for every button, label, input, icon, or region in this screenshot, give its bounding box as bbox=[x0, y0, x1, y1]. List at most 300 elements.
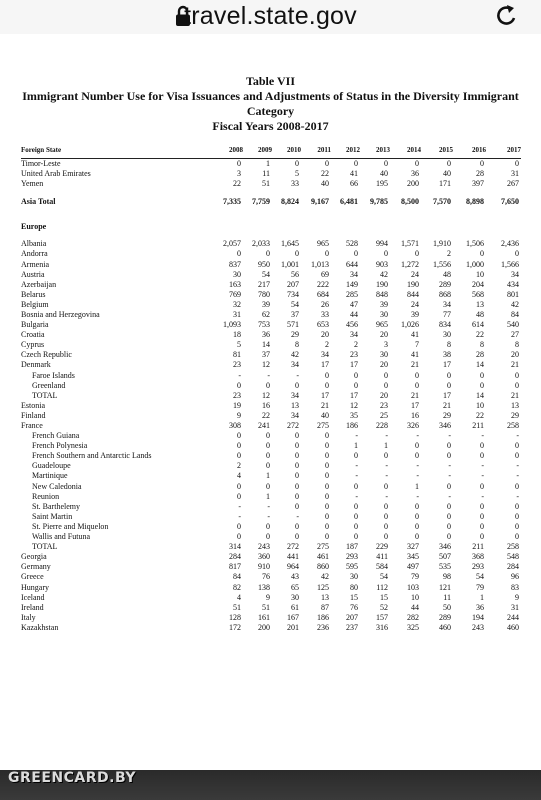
table-cell: 0 bbox=[354, 380, 358, 390]
table-cell: 684 bbox=[317, 289, 329, 299]
table-cell: 42 bbox=[291, 350, 299, 360]
table-cell: 17 bbox=[411, 400, 419, 410]
table-cell: 244 bbox=[507, 612, 519, 622]
table-cell: 1 bbox=[266, 491, 270, 501]
table-cell: 20 bbox=[380, 330, 388, 340]
table-cell: 0 bbox=[325, 380, 329, 390]
row-label: Greenland bbox=[32, 380, 66, 390]
table-cell: 47 bbox=[350, 299, 358, 309]
table-cell: 211 bbox=[472, 542, 484, 552]
table-cell: 0 bbox=[295, 380, 299, 390]
section-header-europe: Europe bbox=[21, 222, 47, 232]
table-cell: 0 bbox=[515, 511, 519, 521]
table-cell: 0 bbox=[325, 451, 329, 461]
table-cell: 186 bbox=[346, 421, 358, 431]
table-cell: 2 bbox=[354, 340, 358, 350]
table-row bbox=[21, 290, 521, 300]
table-cell: 41 bbox=[350, 169, 358, 179]
table-row bbox=[21, 391, 521, 401]
row-label: Ireland bbox=[21, 602, 44, 612]
table-cell: - bbox=[355, 461, 358, 471]
table-cell: 0 bbox=[415, 441, 419, 451]
table-cell: 0 bbox=[447, 532, 451, 542]
table-cell: 23 bbox=[380, 400, 388, 410]
table-cell: 848 bbox=[376, 289, 388, 299]
table-cell: 1 bbox=[354, 441, 358, 451]
table-cell: - bbox=[238, 370, 241, 380]
row-label: TOTAL bbox=[32, 390, 58, 400]
table-cell: 360 bbox=[258, 552, 270, 562]
table-cell: 81 bbox=[233, 350, 241, 360]
table-cell: 1,571 bbox=[401, 239, 419, 249]
table-cell: 0 bbox=[384, 521, 388, 531]
table-cell: 31 bbox=[511, 169, 519, 179]
table-cell: - bbox=[481, 471, 484, 481]
table-cell: 314 bbox=[229, 542, 241, 552]
table-row bbox=[21, 542, 521, 552]
table-cell: - bbox=[448, 471, 451, 481]
table-cell: 456 bbox=[346, 320, 358, 330]
table-cell: 0 bbox=[354, 511, 358, 521]
table-cell: 0 bbox=[515, 159, 519, 169]
table-cell: 0 bbox=[266, 481, 270, 491]
table-cell: 54 bbox=[291, 299, 299, 309]
row-label: St. Pierre and Miquelon bbox=[32, 521, 109, 531]
row-label: Italy bbox=[21, 612, 36, 622]
table-cell: 40 bbox=[380, 169, 388, 179]
table-cell: 0 bbox=[515, 249, 519, 259]
table-cell: 0 bbox=[266, 441, 270, 451]
table-cell: 20 bbox=[380, 390, 388, 400]
table-cell: 568 bbox=[472, 289, 484, 299]
table-cell: 0 bbox=[325, 481, 329, 491]
table-cell: 17 bbox=[350, 390, 358, 400]
row-label: United Arab Emirates bbox=[21, 169, 91, 179]
table-cell: 284 bbox=[229, 552, 241, 562]
table-cell: 44 bbox=[350, 309, 358, 319]
table-cell: 0 bbox=[415, 249, 419, 259]
table-cell: 201 bbox=[287, 622, 299, 632]
table-cell: 258 bbox=[507, 542, 519, 552]
table-cell: 4 bbox=[237, 471, 241, 481]
table-cell: 30 bbox=[443, 330, 451, 340]
table-cell: 243 bbox=[258, 542, 270, 552]
table-cell: 200 bbox=[258, 622, 270, 632]
table-cell: 21 bbox=[411, 360, 419, 370]
table-cell: 41 bbox=[411, 330, 419, 340]
table-cell: 1,093 bbox=[223, 320, 241, 330]
table-cell: 23 bbox=[233, 390, 241, 400]
table-row bbox=[21, 431, 521, 441]
row-label: French Polynesia bbox=[32, 441, 88, 451]
table-row bbox=[21, 623, 521, 633]
table-cell: 0 bbox=[480, 532, 484, 542]
table-cell: - bbox=[481, 431, 484, 441]
table-cell: 48 bbox=[476, 309, 484, 319]
column-header-year: 2015 bbox=[421, 145, 453, 159]
visa-issuance-table bbox=[21, 145, 521, 633]
table-cell: 190 bbox=[407, 279, 419, 289]
table-row bbox=[21, 320, 521, 330]
table-cell: 22 bbox=[233, 179, 241, 189]
table-cell: 195 bbox=[376, 179, 388, 189]
table-cell: 397 bbox=[472, 179, 484, 189]
table-row bbox=[21, 411, 521, 421]
table-cell: 23 bbox=[233, 360, 241, 370]
column-header-year: 2013 bbox=[360, 145, 390, 159]
table-cell: 0 bbox=[295, 441, 299, 451]
table-cell: 0 bbox=[325, 532, 329, 542]
table-cell: 82 bbox=[233, 582, 241, 592]
table-cell: 61 bbox=[291, 602, 299, 612]
row-label: New Caledonia bbox=[32, 481, 82, 491]
table-cell: 0 bbox=[295, 491, 299, 501]
row-label: Asia Total bbox=[21, 197, 56, 207]
table-cell: 51 bbox=[233, 602, 241, 612]
table-cell: 65 bbox=[291, 582, 299, 592]
column-header-year: 2009 bbox=[243, 145, 272, 159]
table-cell: 34 bbox=[291, 390, 299, 400]
table-cell: - bbox=[516, 461, 519, 471]
table-cell: 3 bbox=[237, 169, 241, 179]
table-cell: 2,436 bbox=[501, 239, 519, 249]
table-cell: 29 bbox=[511, 410, 519, 420]
table-cell: 30 bbox=[350, 572, 358, 582]
table-row bbox=[21, 310, 521, 320]
table-cell: 48 bbox=[443, 269, 451, 279]
table-cell: - bbox=[516, 491, 519, 501]
table-cell: 4 bbox=[237, 592, 241, 602]
table-cell: 18 bbox=[233, 330, 241, 340]
table-row bbox=[21, 451, 521, 461]
table-cell: 8,500 bbox=[401, 197, 419, 207]
row-label: Azerbaijan bbox=[21, 279, 57, 289]
table-cell: 0 bbox=[480, 451, 484, 461]
table-cell: 275 bbox=[317, 421, 329, 431]
table-cell: 860 bbox=[317, 562, 329, 572]
table-cell: 0 bbox=[415, 521, 419, 531]
row-label: Kazakhstan bbox=[21, 622, 59, 632]
table-cell: 217 bbox=[258, 279, 270, 289]
table-cell: 19 bbox=[233, 400, 241, 410]
table-cell: 29 bbox=[443, 410, 451, 420]
table-row bbox=[21, 421, 521, 431]
table-cell: 211 bbox=[472, 421, 484, 431]
table-cell: 13 bbox=[476, 299, 484, 309]
table-cell: 36 bbox=[411, 169, 419, 179]
table-cell: 258 bbox=[507, 421, 519, 431]
table-cell: 207 bbox=[287, 279, 299, 289]
table-cell: 62 bbox=[262, 309, 270, 319]
table-header-row bbox=[21, 145, 521, 159]
title-line: Immigrant Number Use for Visa Issuances and Adjustments of Status in the Diversity Immigrant bbox=[22, 89, 519, 103]
table-cell: 272 bbox=[287, 542, 299, 552]
row-label: Austria bbox=[21, 269, 45, 279]
table-cell: 0 bbox=[384, 501, 388, 511]
table-cell: 0 bbox=[515, 481, 519, 491]
table-cell: 39 bbox=[411, 309, 419, 319]
table-cell: 0 bbox=[266, 451, 270, 461]
table-cell: 0 bbox=[515, 451, 519, 461]
table-cell: 22 bbox=[476, 410, 484, 420]
table-cell: 66 bbox=[350, 179, 358, 189]
table-cell: 0 bbox=[447, 370, 451, 380]
table-cell: 0 bbox=[325, 431, 329, 441]
table-cell: 157 bbox=[376, 612, 388, 622]
table-cell: 5 bbox=[237, 340, 241, 350]
table-cell: - bbox=[448, 431, 451, 441]
table-row bbox=[21, 360, 521, 370]
url-text[interactable]: travel.state.gov bbox=[184, 2, 357, 30]
table-cell: 964 bbox=[287, 562, 299, 572]
row-label: Martinique bbox=[32, 471, 68, 481]
table-cell: 1 bbox=[266, 159, 270, 169]
table-cell: 0 bbox=[415, 501, 419, 511]
table-cell: 316 bbox=[376, 622, 388, 632]
table-cell: 1,645 bbox=[281, 239, 299, 249]
table-cell: 0 bbox=[354, 249, 358, 259]
table-cell: 12 bbox=[350, 400, 358, 410]
table-cell: 14 bbox=[262, 340, 270, 350]
table-cell: 38 bbox=[443, 350, 451, 360]
column-header-year: 2016 bbox=[453, 145, 486, 159]
table-cell: 780 bbox=[258, 289, 270, 299]
row-label: Andorra bbox=[21, 249, 48, 259]
table-cell: - bbox=[416, 431, 419, 441]
table-cell: 103 bbox=[407, 582, 419, 592]
table-cell: 14 bbox=[476, 390, 484, 400]
table-cell: 83 bbox=[511, 582, 519, 592]
table-cell: 21 bbox=[411, 390, 419, 400]
table-row bbox=[21, 350, 521, 360]
table-cell: - bbox=[296, 370, 299, 380]
table-cell: 0 bbox=[515, 370, 519, 380]
table-cell: 40 bbox=[321, 410, 329, 420]
table-cell: 0 bbox=[295, 501, 299, 511]
table-cell: 40 bbox=[443, 169, 451, 179]
table-cell: 2 bbox=[237, 461, 241, 471]
table-cell: 17 bbox=[321, 360, 329, 370]
table-cell: 0 bbox=[325, 249, 329, 259]
table-cell: 33 bbox=[291, 179, 299, 189]
table-cell: 16 bbox=[411, 410, 419, 420]
table-row bbox=[21, 401, 521, 411]
table-row bbox=[21, 613, 521, 623]
table-cell: 0 bbox=[325, 370, 329, 380]
table-cell: 25 bbox=[380, 410, 388, 420]
table-cell: 41 bbox=[411, 350, 419, 360]
table-cell: 801 bbox=[507, 289, 519, 299]
table-cell: 0 bbox=[384, 159, 388, 169]
table-row bbox=[21, 249, 521, 259]
table-cell: 194 bbox=[472, 612, 484, 622]
table-cell: 834 bbox=[439, 320, 451, 330]
table-row bbox=[21, 280, 521, 290]
table-cell: - bbox=[267, 511, 270, 521]
table-cell: - bbox=[481, 491, 484, 501]
row-label: Yemen bbox=[21, 179, 44, 189]
row-label: Croatia bbox=[21, 330, 45, 340]
table-cell: 0 bbox=[325, 159, 329, 169]
table-row bbox=[21, 239, 521, 249]
table-cell: 0 bbox=[237, 521, 241, 531]
row-label: Belarus bbox=[21, 289, 46, 299]
table-cell: 0 bbox=[354, 370, 358, 380]
table-cell: 272 bbox=[287, 421, 299, 431]
column-header-year: 2012 bbox=[331, 145, 360, 159]
row-label: Georgia bbox=[21, 552, 47, 562]
table-cell: 528 bbox=[346, 239, 358, 249]
table-cell: 0 bbox=[354, 521, 358, 531]
table-cell: 84 bbox=[511, 309, 519, 319]
title-line: Table VII bbox=[245, 74, 296, 88]
table-cell: 8 bbox=[515, 340, 519, 350]
table-cell: 51 bbox=[262, 179, 270, 189]
table-cell: 1 bbox=[266, 471, 270, 481]
table-cell: 0 bbox=[354, 532, 358, 542]
column-header-state: Foreign State bbox=[21, 145, 213, 159]
table-cell: 186 bbox=[317, 612, 329, 622]
table-cell: 39 bbox=[262, 299, 270, 309]
table-cell: 36 bbox=[476, 602, 484, 612]
table-cell: 2,057 bbox=[223, 239, 241, 249]
table-cell: 33 bbox=[321, 309, 329, 319]
table-cell: 54 bbox=[262, 269, 270, 279]
table-cell: 293 bbox=[472, 562, 484, 572]
table-cell: - bbox=[267, 370, 270, 380]
row-label: French Guiana bbox=[32, 431, 80, 441]
table-cell: 965 bbox=[376, 320, 388, 330]
table-cell: 0 bbox=[295, 521, 299, 531]
row-label: Faroe Islands bbox=[32, 370, 75, 380]
table-cell: 24 bbox=[411, 269, 419, 279]
table-cell: 13 bbox=[321, 592, 329, 602]
row-label: Reunion bbox=[32, 491, 60, 501]
table-cell: 267 bbox=[507, 179, 519, 189]
table-cell: 40 bbox=[321, 179, 329, 189]
table-cell: 171 bbox=[439, 179, 451, 189]
table-cell: 11 bbox=[443, 592, 451, 602]
table-cell: 30 bbox=[291, 592, 299, 602]
table-cell: 21 bbox=[511, 360, 519, 370]
table-cell: 8 bbox=[480, 340, 484, 350]
table-cell: 0 bbox=[237, 481, 241, 491]
row-label: Guadeloupe bbox=[32, 461, 71, 471]
watermark: GREENCARD.BY bbox=[8, 770, 136, 786]
table-cell: 0 bbox=[384, 370, 388, 380]
table-cell: 1 bbox=[415, 481, 419, 491]
table-cell: 571 bbox=[287, 320, 299, 330]
table-cell: 0 bbox=[237, 380, 241, 390]
table-cell: 8 bbox=[447, 340, 451, 350]
table-cell: 9,167 bbox=[311, 197, 329, 207]
table-cell: 12 bbox=[262, 360, 270, 370]
table-cell: 87 bbox=[321, 602, 329, 612]
title-line: Fiscal Years 2008-2017 bbox=[212, 119, 329, 133]
table-cell: 368 bbox=[472, 552, 484, 562]
table-cell: 31 bbox=[511, 602, 519, 612]
table-cell: 0 bbox=[354, 481, 358, 491]
table-cell: 42 bbox=[321, 572, 329, 582]
table-cell: 52 bbox=[380, 602, 388, 612]
row-label: Cyprus bbox=[21, 340, 45, 350]
table-cell: - bbox=[448, 461, 451, 471]
table-cell: 644 bbox=[346, 259, 358, 269]
table-cell: 7,650 bbox=[501, 197, 519, 207]
table-cell: 0 bbox=[325, 461, 329, 471]
table-cell: 1,000 bbox=[466, 259, 484, 269]
row-label: St. Barthelemy bbox=[32, 501, 80, 511]
table-cell: 0 bbox=[480, 370, 484, 380]
table-cell: 507 bbox=[439, 552, 451, 562]
table-cell: 614 bbox=[472, 320, 484, 330]
table-cell: 346 bbox=[439, 542, 451, 552]
row-label: Armenia bbox=[21, 259, 49, 269]
table-cell: 8 bbox=[295, 340, 299, 350]
table-cell: 2 bbox=[325, 340, 329, 350]
table-cell: 0 bbox=[295, 249, 299, 259]
table-cell: 241 bbox=[258, 421, 270, 431]
table-cell: 1,506 bbox=[466, 239, 484, 249]
table-cell: 2 bbox=[447, 249, 451, 259]
table-cell: 7,335 bbox=[223, 197, 241, 207]
table-cell: 0 bbox=[515, 501, 519, 511]
row-label: Timor-Leste bbox=[21, 159, 61, 169]
table-cell: 15 bbox=[380, 592, 388, 602]
table-cell: 34 bbox=[350, 269, 358, 279]
table-cell: 868 bbox=[439, 289, 451, 299]
table-cell: 22 bbox=[476, 330, 484, 340]
table-cell: - bbox=[355, 431, 358, 441]
table-cell: 54 bbox=[380, 572, 388, 582]
table-cell: 24 bbox=[411, 299, 419, 309]
table-cell: 34 bbox=[443, 299, 451, 309]
table-cell: 20 bbox=[380, 360, 388, 370]
table-cell: 228 bbox=[376, 421, 388, 431]
table-row bbox=[21, 461, 521, 471]
table-cell: 50 bbox=[443, 602, 451, 612]
row-label: Denmark bbox=[21, 360, 51, 370]
row-label: French Southern and Antarctic Lands bbox=[32, 451, 152, 461]
table-cell: 0 bbox=[266, 431, 270, 441]
table-cell: 0 bbox=[384, 532, 388, 542]
table-cell: 753 bbox=[258, 320, 270, 330]
table-cell: 0 bbox=[480, 441, 484, 451]
reload-icon[interactable] bbox=[493, 3, 519, 29]
table-cell: 9 bbox=[515, 592, 519, 602]
table-cell: - bbox=[416, 461, 419, 471]
table-cell: 411 bbox=[376, 552, 388, 562]
table-cell: 0 bbox=[266, 521, 270, 531]
table-row bbox=[21, 502, 521, 512]
table-cell: 34 bbox=[291, 360, 299, 370]
table-cell: 37 bbox=[262, 350, 270, 360]
table-cell: 149 bbox=[346, 279, 358, 289]
table-cell: 0 bbox=[515, 380, 519, 390]
browser-address-bar[interactable] bbox=[0, 0, 541, 35]
table-row bbox=[21, 482, 521, 492]
table-cell: 0 bbox=[295, 431, 299, 441]
table-cell: 595 bbox=[346, 562, 358, 572]
table-cell: 950 bbox=[258, 259, 270, 269]
table-cell: 441 bbox=[287, 552, 299, 562]
section-header-row bbox=[21, 215, 521, 239]
table-cell: 0 bbox=[237, 441, 241, 451]
table-cell: 21 bbox=[443, 400, 451, 410]
table-cell: 1 bbox=[384, 441, 388, 451]
table-row bbox=[21, 270, 521, 280]
row-label: Bulgaria bbox=[21, 320, 49, 330]
